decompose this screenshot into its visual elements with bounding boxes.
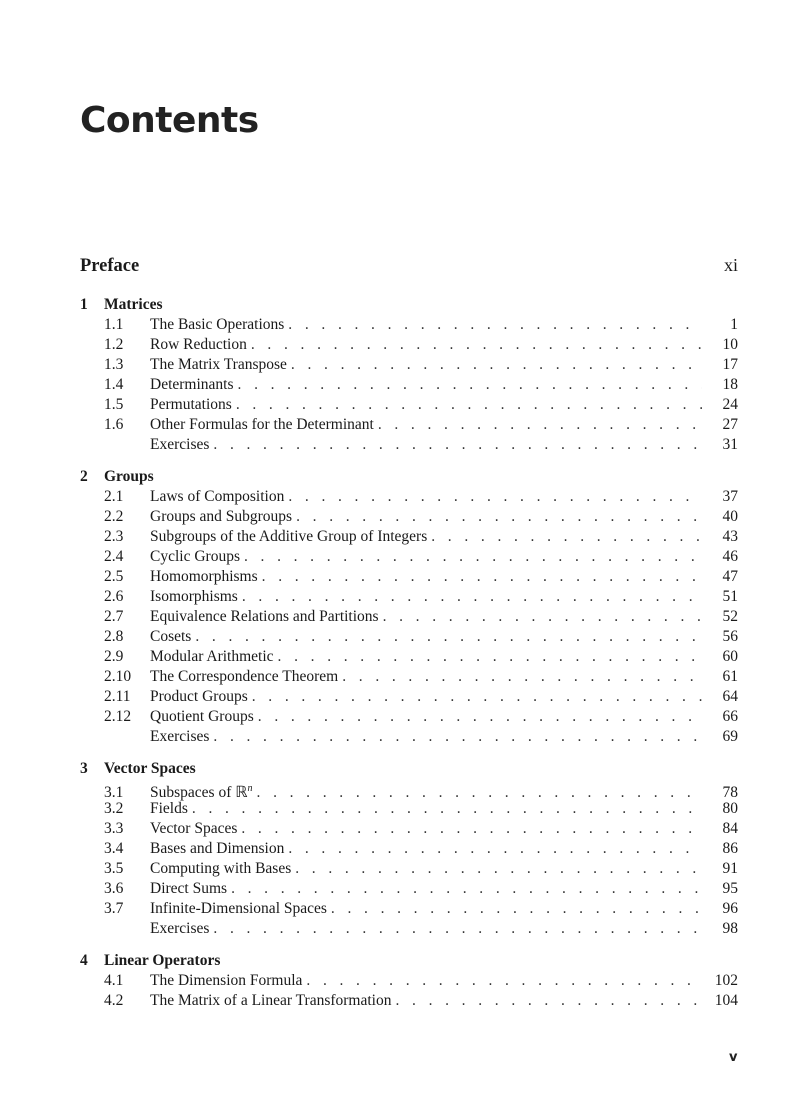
section-page-number: 96	[722, 900, 738, 917]
section-number: 2.5	[104, 568, 124, 585]
chapter-title: Linear Operators	[104, 952, 221, 969]
dot-leader	[258, 707, 702, 727]
section-number: 3.2	[104, 800, 124, 817]
section-title	[150, 879, 231, 899]
section-page-number: 27	[722, 416, 738, 433]
chapter-number: 2	[80, 468, 88, 485]
chapter-number: 3	[80, 760, 88, 777]
section-title	[150, 899, 331, 919]
section-page-number: 86	[722, 840, 738, 857]
section-page-number: 66	[722, 708, 738, 725]
section-number: 3.3	[104, 820, 124, 837]
section-number: 4.2	[104, 992, 124, 1009]
section-number: 2.8	[104, 628, 124, 645]
dot-leader	[231, 879, 702, 899]
dot-leader	[342, 667, 702, 687]
chapter-title: Groups	[104, 468, 154, 485]
section-number: 1.2	[104, 336, 124, 353]
toc-entry[interactable]	[80, 779, 738, 802]
chapter-number: 4	[80, 952, 88, 969]
dot-leader	[236, 395, 702, 415]
section-title	[150, 547, 244, 567]
dot-leader	[213, 919, 702, 939]
toc-entry[interactable]	[80, 707, 738, 727]
section-title	[150, 527, 431, 547]
toc-entry[interactable]	[80, 667, 738, 687]
toc-entry[interactable]	[80, 859, 738, 879]
dot-leader	[262, 567, 702, 587]
section-title-text: Determinants	[150, 376, 234, 393]
dot-leader	[252, 687, 702, 707]
section-page-number: 1	[730, 316, 738, 333]
section-title	[150, 667, 342, 687]
section-number: 2.12	[104, 708, 132, 725]
toc-entry[interactable]	[80, 607, 738, 627]
chapter-heading[interactable]	[80, 467, 738, 487]
toc-entry[interactable]	[80, 799, 738, 819]
section-page-number: 40	[722, 508, 738, 525]
toc-entry[interactable]	[80, 567, 738, 587]
section-number: 4.1	[104, 972, 124, 989]
section-page-number: 51	[722, 588, 738, 605]
section-page-number: 91	[722, 860, 738, 877]
section-title-text: The Dimension Formula	[150, 972, 303, 989]
section-title	[150, 435, 213, 455]
toc-entry[interactable]	[80, 315, 738, 335]
section-page-number: 31	[722, 436, 738, 453]
section-number: 2.11	[104, 688, 131, 705]
dot-leader	[378, 415, 702, 435]
section-title-text: The Matrix Transpose	[150, 356, 287, 373]
section-page-number: 52	[722, 608, 738, 625]
toc-entry[interactable]	[80, 727, 738, 747]
chapter-heading[interactable]	[80, 759, 738, 779]
section-title-text: Direct Sums	[150, 880, 228, 897]
section-page-number: 43	[722, 528, 738, 545]
dot-leader	[244, 547, 702, 567]
toc-entry[interactable]	[80, 839, 738, 859]
section-number: 1.5	[104, 396, 124, 413]
dot-leader	[238, 375, 702, 395]
section-page-number: 98	[722, 920, 738, 937]
section-title-text: Bases and Dimension	[150, 840, 285, 857]
chapter-block	[80, 467, 738, 747]
page-title: Contents	[80, 100, 259, 141]
dot-leader	[295, 859, 702, 879]
section-number: 3.6	[104, 880, 124, 897]
preface-label: Preface	[80, 256, 140, 276]
section-title-text: Homomorphisms	[150, 568, 258, 585]
chapter-title: Vector Spaces	[104, 760, 196, 777]
toc-entry[interactable]	[80, 919, 738, 939]
chapter-list	[80, 295, 738, 1011]
dot-leader	[288, 315, 702, 335]
toc-entry[interactable]	[80, 527, 738, 547]
section-page-number: 84	[722, 820, 738, 837]
page-folio: v	[729, 1050, 738, 1065]
chapter-heading[interactable]	[80, 295, 738, 315]
section-page-number: 56	[722, 628, 738, 645]
section-page-number: 46	[722, 548, 738, 565]
section-title-text: Isomorphisms	[150, 588, 238, 605]
section-title-text: Modular Arithmetic	[150, 648, 274, 665]
section-title-text: Quotient Groups	[150, 708, 254, 725]
section-title	[150, 415, 378, 435]
toc-entry[interactable]	[80, 507, 738, 527]
toc-entry[interactable]	[80, 547, 738, 567]
section-title-text: Cyclic Groups	[150, 548, 240, 565]
section-page-number: 10	[722, 336, 738, 353]
section-page-number: 78	[722, 784, 738, 802]
preface-page: xi	[723, 255, 738, 275]
section-title-text: Other Formulas for the Determinant	[150, 416, 374, 433]
section-page-number: 104	[714, 992, 738, 1009]
dot-leader	[395, 991, 702, 1011]
toc-preface-entry[interactable]	[80, 255, 738, 283]
section-title-text: Permutations	[150, 396, 232, 413]
dot-leader	[195, 627, 702, 647]
section-title	[150, 355, 291, 375]
section-title-text: Cosets	[150, 628, 192, 645]
section-page-number: 37	[722, 488, 738, 505]
section-title-text: Row Reduction	[150, 336, 247, 353]
section-title-text: Exercises	[150, 436, 210, 453]
section-title-text: The Matrix of a Linear Transformation	[150, 992, 392, 1009]
section-title-text: Vector Spaces	[150, 820, 238, 837]
dot-leader	[278, 647, 702, 667]
superscript: n	[247, 783, 253, 794]
section-title-text: Exercises	[150, 920, 210, 937]
section-title	[150, 839, 288, 859]
section-title	[150, 647, 278, 667]
dot-leader	[288, 487, 702, 507]
section-title-text: The Basic Operations	[150, 316, 285, 333]
section-title-text: Subspaces of ℝ	[150, 784, 248, 802]
section-number: 2.6	[104, 588, 124, 605]
section-title	[150, 335, 251, 355]
section-number: 1.3	[104, 356, 124, 373]
section-number: 3.1	[104, 784, 124, 802]
section-title	[150, 971, 306, 991]
toc-entry[interactable]	[80, 899, 738, 919]
toc-entry[interactable]	[80, 971, 738, 991]
toc-entry[interactable]	[80, 819, 738, 839]
section-page-number: 64	[722, 688, 738, 705]
section-title	[150, 567, 262, 587]
section-number: 1.1	[104, 316, 124, 333]
dot-leader	[241, 819, 702, 839]
toc-entry[interactable]	[80, 395, 738, 415]
dot-leader	[431, 527, 702, 547]
section-title-text: Subgroups of the Additive Group of Integers	[150, 528, 428, 545]
section-title	[150, 859, 295, 879]
section-title-text: The Correspondence Theorem	[150, 668, 339, 685]
section-title	[150, 607, 383, 627]
section-title-text: Product Groups	[150, 688, 248, 705]
section-title-text: Infinite-Dimensional Spaces	[150, 900, 327, 917]
section-title-text: Equivalence Relations and Partitions	[150, 608, 379, 625]
section-number: 1.6	[104, 416, 124, 433]
section-title-text: Groups and Subgroups	[150, 508, 293, 525]
toc-entry[interactable]	[80, 435, 738, 455]
chapter-block	[80, 295, 738, 455]
section-title	[150, 627, 195, 647]
section-title-text: Laws of Composition	[150, 488, 285, 505]
section-title	[150, 375, 238, 395]
dot-leader	[331, 899, 702, 919]
section-title	[150, 991, 395, 1011]
section-page-number: 47	[722, 568, 738, 585]
section-title	[150, 919, 213, 939]
section-number: 2.2	[104, 508, 124, 525]
section-title	[150, 487, 288, 507]
toc-entry[interactable]	[80, 355, 738, 375]
section-number: 1.4	[104, 376, 124, 393]
table-of-contents	[80, 255, 738, 1011]
dot-leader	[306, 971, 702, 991]
dot-leader	[383, 607, 702, 627]
section-title	[150, 687, 252, 707]
dot-leader	[288, 839, 702, 859]
chapter-block	[80, 759, 738, 939]
section-title	[150, 587, 242, 607]
toc-entry[interactable]	[80, 375, 738, 395]
toc-entry[interactable]	[80, 647, 738, 667]
section-number: 3.5	[104, 860, 124, 877]
section-number: 2.3	[104, 528, 124, 545]
dot-leader	[213, 435, 702, 455]
dot-leader	[291, 355, 702, 375]
section-page-number: 61	[722, 668, 738, 685]
section-page-number: 24	[722, 396, 738, 413]
section-title	[150, 727, 213, 747]
section-page-number: 60	[722, 648, 738, 665]
section-page-number: 80	[722, 800, 738, 817]
toc-entry[interactable]	[80, 587, 738, 607]
section-title	[150, 507, 296, 527]
chapter-title: Matrices	[104, 296, 163, 313]
chapter-heading[interactable]	[80, 951, 738, 971]
chapter-block	[80, 951, 738, 1011]
toc-entry[interactable]	[80, 335, 738, 355]
section-number: 2.1	[104, 488, 124, 505]
section-number: 3.4	[104, 840, 124, 857]
dot-leader	[251, 335, 702, 355]
section-page-number: 102	[714, 972, 738, 989]
toc-entry[interactable]	[80, 415, 738, 435]
dot-leader	[192, 799, 702, 819]
section-title	[150, 819, 241, 839]
section-title	[150, 315, 288, 335]
section-title	[150, 799, 192, 819]
toc-entry[interactable]	[80, 991, 738, 1011]
section-page-number: 17	[722, 356, 738, 373]
section-number: 2.10	[104, 668, 132, 685]
section-number: 2.9	[104, 648, 124, 665]
section-title	[150, 707, 258, 727]
section-page-number: 18	[722, 376, 738, 393]
section-page-number: 69	[722, 728, 738, 745]
dot-leader	[296, 507, 702, 527]
section-title	[150, 395, 236, 415]
section-title-text: Fields	[150, 800, 188, 817]
section-number: 2.7	[104, 608, 124, 625]
dot-leader	[242, 587, 702, 607]
toc-entry[interactable]	[80, 687, 738, 707]
section-page-number: 95	[722, 880, 738, 897]
toc-entry[interactable]	[80, 627, 738, 647]
section-number: 3.7	[104, 900, 124, 917]
dot-leader	[213, 727, 702, 747]
toc-entry[interactable]	[80, 879, 738, 899]
section-title-text: Exercises	[150, 728, 210, 745]
section-number: 2.4	[104, 548, 124, 565]
chapter-number: 1	[80, 296, 88, 313]
section-title-text: Computing with Bases	[150, 860, 292, 877]
toc-entry[interactable]	[80, 487, 738, 507]
